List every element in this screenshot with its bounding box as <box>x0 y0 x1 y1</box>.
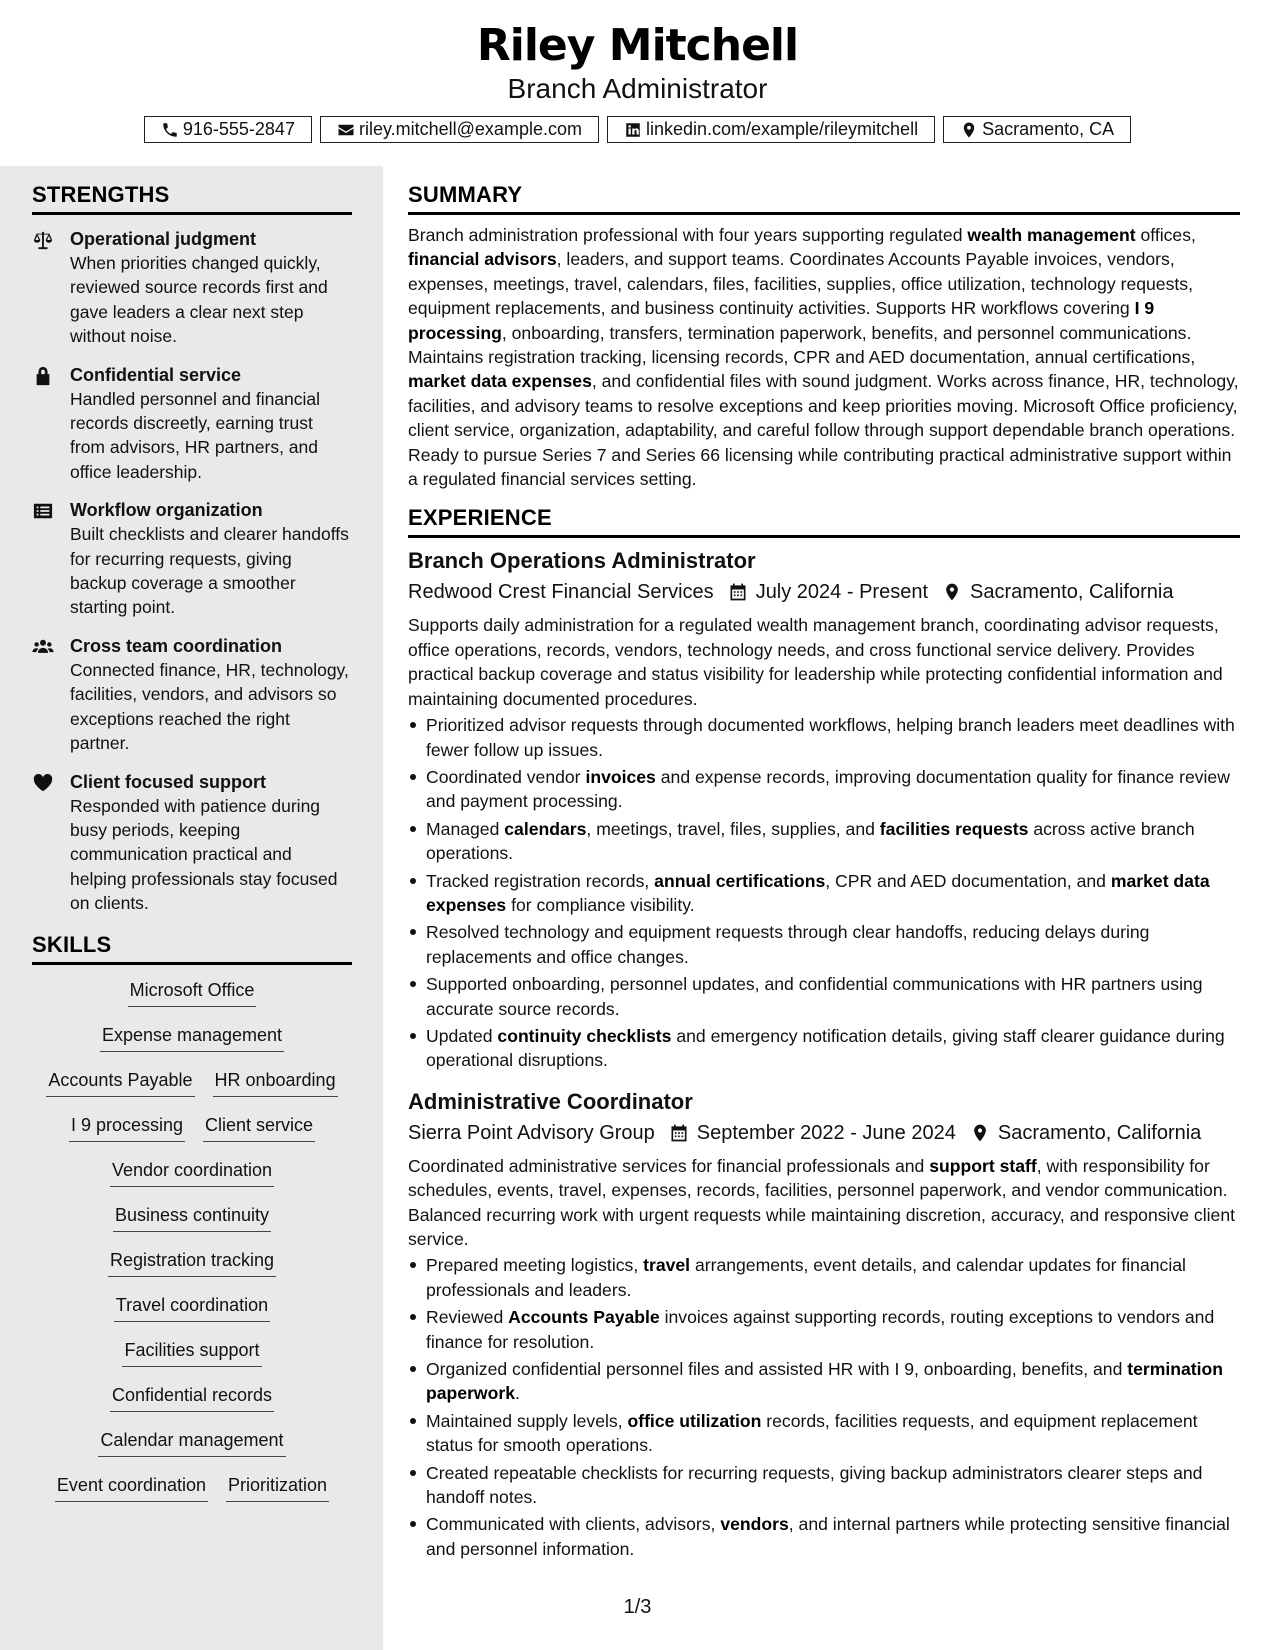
text-run: Coordinated administrative services for financial professionals and <box>408 1155 930 1176</box>
job-dates: July 2024 - Present <box>755 581 929 604</box>
skill-row <box>110 1384 274 1429</box>
strength-title: Client focused support <box>70 771 267 792</box>
text-run: records, facilities requests, and equipment replacement status for smooth operations. <box>426 1410 1198 1456</box>
job-description <box>408 613 1240 711</box>
text-run: offices, <box>1135 225 1196 245</box>
bullet-item <box>408 817 1240 866</box>
text-run: , with responsibility for schedules, events, travel, expenses, records, facilities, personnel paperwork, and vendor communication. Balanced recurring work with urgent requests while maintaining discretion, accuracy, and responsive client service. <box>408 1155 1235 1249</box>
strength-item <box>32 363 352 485</box>
text-run: Communicated with clients, advisors, <box>426 1514 721 1535</box>
envelope-icon <box>337 121 355 139</box>
candidate-role: Branch Administrator <box>507 73 768 104</box>
emphasized-text: facilities requests <box>879 818 1029 839</box>
strength-item <box>32 634 352 756</box>
text-run: Reviewed <box>426 1307 509 1328</box>
job-title: Administrative Coordinator <box>408 1088 693 1114</box>
job-company: Redwood Crest Financial Services <box>408 581 714 604</box>
job-title: Branch Operations Administrator <box>408 548 756 574</box>
skill-row <box>100 1024 284 1069</box>
skill-row <box>98 1429 285 1474</box>
calendar-icon <box>669 1123 689 1143</box>
strengths-list <box>32 227 352 916</box>
phone-icon <box>161 121 179 139</box>
strength-title: Confidential service <box>70 364 242 385</box>
contact-linkedin[interactable] <box>607 116 935 143</box>
skill-row <box>46 1069 337 1114</box>
experience-heading: EXPERIENCE <box>408 505 1240 538</box>
page-number: 1/3 <box>623 1596 652 1618</box>
candidate-name: Riley Mitchell <box>476 20 799 71</box>
resume-header <box>0 18 1275 143</box>
skill-row <box>113 1204 271 1249</box>
sidebar <box>32 182 352 1519</box>
list-icon <box>32 501 54 521</box>
bullet-item <box>408 765 1240 814</box>
strength-title: Workflow organization <box>70 500 263 521</box>
balance-scale-icon <box>32 230 54 250</box>
contact-location[interactable] <box>943 116 1131 143</box>
emphasized-text: calendars <box>504 818 587 839</box>
bullet-item <box>408 920 1240 969</box>
location-text: Sacramento, CA <box>982 119 1115 139</box>
skill-tag: Travel coordination <box>114 1294 270 1322</box>
skill-row <box>122 1339 261 1384</box>
text-run: , and internal partners while protecting sensitive financial and personnel information. <box>426 1514 1230 1559</box>
emphasized-text: support staff <box>929 1155 1037 1176</box>
phone-text: 916-555-2847 <box>182 119 295 139</box>
strength-title: Cross team coordination <box>70 635 283 656</box>
users-icon <box>32 637 54 657</box>
text-run: Resolved technology and equipment requests through clear handoffs, reducing delays during replacements and office changes. <box>426 922 1150 967</box>
text-run: Supported onboarding, personnel updates, and confidential communications with HR partners using accurate source records. <box>426 974 1203 1019</box>
skill-tag: Event coordination <box>55 1474 208 1502</box>
bullet-item <box>408 1024 1240 1073</box>
heart-icon <box>32 773 54 793</box>
text-run: and expense records, improving documentation quality for finance review and payment processing. <box>426 766 1230 812</box>
job-meta <box>408 577 1240 607</box>
skill-tag: I 9 processing <box>69 1114 185 1142</box>
skill-tag: Expense management <box>100 1024 284 1052</box>
job-bullets <box>408 713 1240 1073</box>
text-run: Coordinated vendor <box>426 766 586 787</box>
emphasized-text: market data expenses <box>426 870 1210 915</box>
text-run: for compliance visibility. <box>506 894 695 915</box>
job-meta <box>408 1118 1240 1148</box>
text-run: Prepared meeting logistics, <box>426 1255 644 1276</box>
job-location: Sacramento, California <box>997 1121 1202 1144</box>
text-run: , meetings, travel, files, supplies, and <box>586 818 880 839</box>
text-run: , CPR and AED documentation, and <box>825 870 1111 891</box>
bullet-item <box>408 1409 1240 1458</box>
strength-desc: Connected finance, HR, technology, facilities, vendors, and advisors so exceptions reached the right partner. <box>70 659 349 754</box>
map-marker-icon <box>970 1123 990 1143</box>
emphasized-text: travel <box>643 1255 691 1276</box>
emphasized-text: office utilization <box>627 1410 762 1431</box>
bullet-item <box>408 713 1240 762</box>
text-run: Created repeatable checklists for recurring requests, giving backup administrators clearer steps and handoff notes. <box>426 1462 1203 1508</box>
skill-tag: Client service <box>203 1114 315 1142</box>
emphasized-text: financial advisors <box>408 249 557 270</box>
skill-tag: Vendor coordination <box>110 1159 274 1187</box>
text-run: . <box>514 1383 520 1404</box>
strength-desc: Responded with patience during busy periods, keeping communication practical and helping professionals stay focused on clients. <box>70 795 338 914</box>
linkedin-icon <box>624 121 642 139</box>
strength-desc: Handled personnel and financial records discreetly, earning trust from advisors, HR partners, and office leadership. <box>70 388 321 482</box>
job-entry <box>408 546 1240 1072</box>
text-run: Prioritized advisor requests through documented workflows, helping branch leaders meet deadlines with fewer follow up issues. <box>426 715 1235 760</box>
main-content <box>408 182 1240 1564</box>
strength-item <box>32 227 352 349</box>
map-marker-icon <box>942 582 962 602</box>
text-run: Branch administration professional with four years supporting regulated <box>408 225 968 245</box>
contact-phone[interactable] <box>144 116 312 143</box>
map-marker-icon <box>960 121 978 139</box>
text-run: Supports daily administration for a regulated wealth management branch, coordinating advisor requests, office operations, records, vendors, technology needs, and cross functional service delivery. Provides practical backup coverage and status visibility for leadership while protecting confidential information and maintaining documented procedures. <box>408 615 1223 709</box>
emphasized-text: wealth management <box>967 225 1136 245</box>
text-run: Organized confidential personnel files and assisted HR with I 9, onboarding, benefits, and <box>426 1359 1128 1380</box>
emphasized-text: continuity checklists <box>497 1025 672 1046</box>
strength-item <box>32 770 352 916</box>
strength-title: Operational judgment <box>70 229 257 249</box>
strength-item <box>32 498 352 620</box>
bullet-item <box>408 1253 1240 1302</box>
job-dates: September 2022 - June 2024 <box>696 1121 956 1144</box>
skills-list <box>32 979 352 1519</box>
text-run: , and confidential files with sound judgment. Works across finance, HR, technology, facilities, and advisory teams to resolve exceptions and keep priorities moving. Microsoft Office proficiency, client service, organization, adaptability, and careful follow through support dependable branch operations. Ready to pursue Series 7 and Series 66 licensing while contributing practical administrative support within a regulated financial services setting. <box>408 371 1239 490</box>
strength-desc: When priorities changed quickly, reviewed source records first and gave leaders a clear next step without noise. <box>70 253 328 347</box>
text-run: and emergency notification details, giving staff clearer guidance during operational disruptions. <box>426 1025 1225 1071</box>
text-run: invoices against supporting records, routing exceptions to vendors and finance for resolution. <box>426 1307 1215 1352</box>
skill-row <box>110 1159 274 1204</box>
emphasized-text: invoices <box>585 766 656 787</box>
email-text: riley.mitchell@example.com <box>358 119 582 139</box>
skill-tag: Prioritization <box>226 1474 329 1502</box>
contact-bar <box>0 116 1275 143</box>
bullet-item <box>408 972 1240 1021</box>
lock-icon <box>32 366 54 386</box>
skills-heading: SKILLS <box>32 932 352 965</box>
summary-heading: SUMMARY <box>408 182 1240 215</box>
contact-email[interactable] <box>320 116 599 143</box>
skill-tag: Confidential records <box>110 1384 274 1412</box>
bullet-item <box>408 1305 1240 1354</box>
text-run: Updated <box>426 1025 498 1046</box>
calendar-icon <box>728 582 748 602</box>
job-entry <box>408 1087 1240 1562</box>
emphasized-text: Accounts Payable <box>508 1307 660 1328</box>
linkedin-text: linkedin.com/example/rileymitchell <box>645 119 919 139</box>
text-run: across active branch operations. <box>426 818 1195 864</box>
job-location: Sacramento, California <box>970 581 1174 604</box>
text-run: , leaders, and support teams. Coordinates Accounts Payable invoices, vendors, expenses, meetings, travel, calendars, files, facilities, supplies, office utilization, technology requests, equipment replacements, and business continuity activities. Supports HR workflows covering <box>408 249 1193 319</box>
skill-row <box>108 1249 276 1294</box>
job-bullets <box>408 1253 1240 1561</box>
skill-tag: Facilities support <box>122 1339 261 1367</box>
job-company: Sierra Point Advisory Group <box>408 1121 655 1144</box>
job-description <box>408 1154 1240 1252</box>
skill-row <box>69 1114 315 1159</box>
text-run: , onboarding, transfers, termination paperwork, benefits, and personnel communications. Maintains registration tracking, licensing records, CPR and AED documentation, annual certifications, <box>408 322 1196 368</box>
text-run: Tracked registration records, <box>426 870 655 891</box>
bullet-item <box>408 1461 1240 1510</box>
bullet-item <box>408 869 1240 918</box>
skill-tag: Calendar management <box>98 1429 285 1457</box>
skill-tag: Accounts Payable <box>46 1069 194 1097</box>
skill-tag: Business continuity <box>113 1204 271 1232</box>
skill-tag: Microsoft Office <box>128 979 257 1007</box>
strength-desc: Built checklists and clearer handoffs for recurring requests, giving backup coverage a smoother starting point. <box>70 524 349 618</box>
emphasized-text: market data expenses <box>408 371 592 392</box>
skill-tag: Registration tracking <box>108 1249 276 1277</box>
skill-row <box>114 1294 270 1339</box>
summary-text <box>408 223 1240 491</box>
text-run: Maintained supply levels, <box>426 1410 628 1431</box>
text-run: Managed <box>426 818 505 839</box>
emphasized-text: termination paperwork <box>426 1359 1224 1404</box>
bullet-item <box>408 1357 1240 1406</box>
skill-row <box>55 1474 329 1519</box>
emphasized-text: vendors <box>720 1514 789 1535</box>
skill-tag: HR onboarding <box>213 1069 338 1097</box>
emphasized-text: annual certifications <box>654 870 826 891</box>
text-run: arrangements, event details, and calendar updates for financial professionals and leaders. <box>426 1255 1186 1300</box>
strengths-heading: STRENGTHS <box>32 182 352 215</box>
bullet-item <box>408 1512 1240 1561</box>
emphasized-text: I 9 processing <box>408 298 1155 343</box>
skill-row <box>128 979 257 1024</box>
